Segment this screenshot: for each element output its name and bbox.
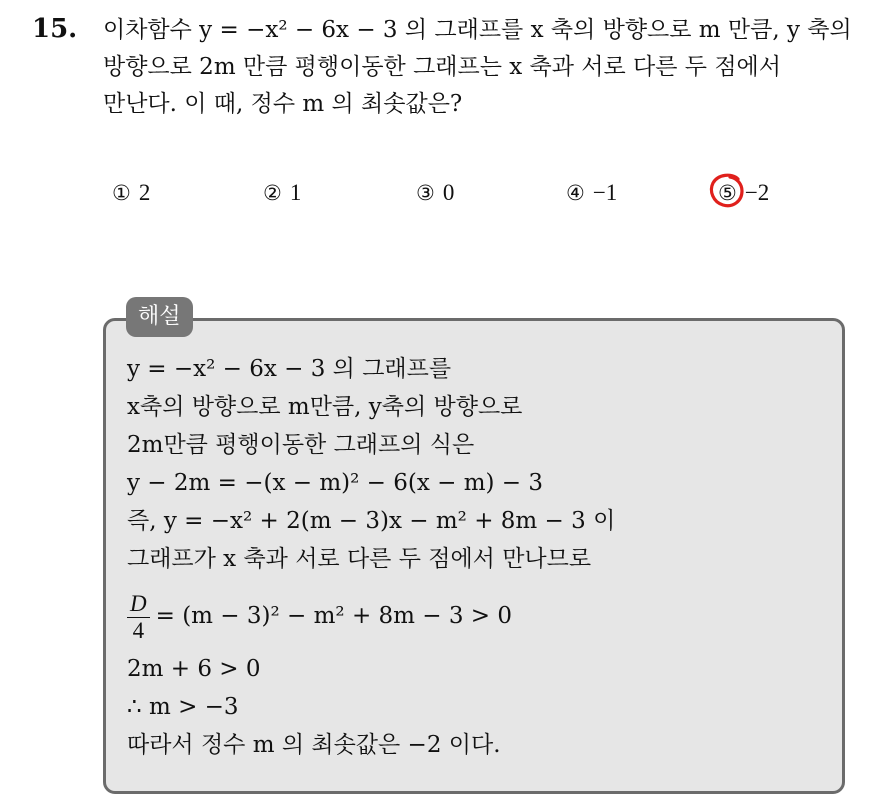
solution-line: 그래프가 x 축과 서로 다른 두 점에서 만나므로	[127, 546, 592, 572]
choice-2[interactable]	[263, 180, 301, 206]
answer-choices	[0, 180, 884, 220]
solution-text	[127, 350, 827, 764]
solution-label: 해설	[126, 297, 193, 337]
choice-value: −1	[592, 180, 618, 205]
question-text	[103, 12, 863, 123]
choice-mark: ①	[112, 181, 131, 205]
question-line: 방향으로 2m 만큼 평행이동한 그래프는 x 축과 서로 다른 두 점에서	[103, 54, 781, 80]
fraction-numerator: D	[127, 591, 150, 618]
discriminant-line	[127, 584, 827, 648]
choice-mark: ④	[566, 181, 585, 205]
solution-line: 따라서 정수 m 의 최솟값은 −2 이다.	[127, 732, 501, 758]
choice-value: 1	[289, 180, 302, 205]
choice-value: −2	[744, 180, 770, 205]
question-line: 만난다. 이 때, 정수 m 의 최솟값은?	[103, 91, 463, 117]
solution-line: ∴ m > −3	[127, 694, 239, 720]
choice-value: 0	[442, 180, 455, 205]
choice-mark: ③	[416, 181, 435, 205]
fraction	[127, 591, 150, 644]
discriminant-expression: = (m − 3)² − m² + 8m − 3 > 0	[155, 603, 513, 629]
choice-mark: ②	[263, 181, 282, 205]
question-line: 이차함수 y = −x² − 6x − 3 의 그래프를 x 축의 방향으로 m 만큼, y 축의	[103, 17, 852, 43]
choice-value: 2	[138, 180, 151, 205]
fraction-denominator: 4	[132, 617, 145, 643]
solution-line: y − 2m = −(x − m)² − 6(x − m) − 3	[127, 470, 544, 496]
choice-3[interactable]	[416, 180, 454, 206]
solution-line: x축의 방향으로 m만큼, y축의 방향으로	[127, 394, 523, 420]
choice-4[interactable]	[566, 180, 617, 206]
solution-line: y = −x² − 6x − 3 의 그래프를	[127, 356, 452, 382]
solution-line: 2m만큼 평행이동한 그래프의 식은	[127, 432, 475, 458]
solution-line: 2m + 6 > 0	[127, 656, 261, 682]
choice-mark: ⑤	[718, 181, 737, 205]
choice-1[interactable]	[112, 180, 150, 206]
selected-circle-icon	[708, 171, 746, 209]
solution-line: 즉, y = −x² + 2(m − 3)x − m² + 8m − 3 이	[127, 508, 616, 534]
choice-5[interactable]	[718, 180, 769, 206]
question-number: 15.	[32, 14, 78, 44]
